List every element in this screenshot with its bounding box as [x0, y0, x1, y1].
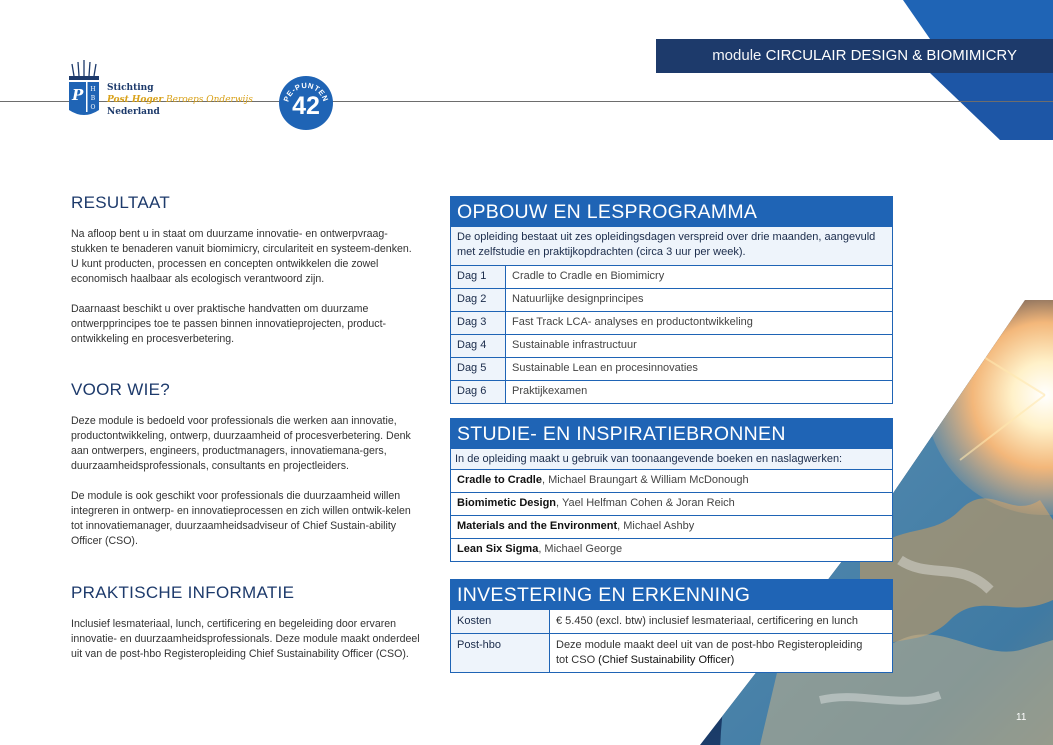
logo-hbo: H B O — [90, 86, 96, 111]
badge-value: 42 — [292, 92, 320, 120]
book-authors: , Michael Ashby — [617, 520, 695, 532]
day-topic: Sustainable Lean en procesinnovaties — [512, 362, 698, 374]
module-title-bar — [656, 39, 1053, 73]
studie-intro: In de opleiding maakt u gebruik van toonaangevende boeken en naslagwerken: — [451, 448, 892, 469]
table-row — [451, 265, 892, 288]
voorwie-paragraph-1: Deze module is bedoeld voor professionals die werken aan innovatie, productontwikkeling, ontwerp, duurzaamheid of procesverbetering. Denk aan ontwerpers, engineers, productmanagers, innovatiemana-gers, duurzaamheidsprofessionals, consultants en projectleiders. — [71, 415, 411, 472]
book-authors: , Michael George — [538, 543, 623, 555]
module-prefix: module — [712, 47, 762, 64]
list-item — [451, 515, 892, 538]
table-row — [451, 357, 892, 380]
table-row — [451, 380, 892, 403]
list-item — [451, 492, 892, 515]
day-label: Dag 3 — [451, 312, 506, 334]
table-row — [451, 311, 892, 334]
investering-title: INVESTERING EN ERKENNING — [451, 580, 892, 609]
table-row — [451, 633, 892, 672]
list-item — [451, 538, 892, 561]
praktisch-heading: PRAKTISCHE INFORMATIE — [71, 583, 295, 602]
resultaat-paragraph-1: Na afloop bent u in staat om duurzame innovatie- en ontwerpvraag-stukken te benaderen vanuit biomimicry, circulariteit en systeem-denken. U kunt producten, processen en concepten ontwikkelen die zowel economisch haalbaar als ecologisch verantwoord zijn. — [71, 228, 412, 285]
book-authors: , Yael Helfman Cohen & Joran Reich — [556, 497, 735, 509]
logo-line-2b: Beroeps Onderwijs — [166, 95, 253, 105]
table-row — [451, 334, 892, 357]
day-topic: Sustainable infrastructuur — [512, 339, 637, 351]
day-label: Dag 4 — [451, 335, 506, 357]
logo-initial: P — [72, 86, 84, 104]
day-topic: Cradle to Cradle en Biomimicry — [512, 270, 665, 282]
studie-table — [450, 418, 893, 562]
day-label: Dag 1 — [451, 266, 506, 288]
kosten-value: € 5.450 (excl. btw) inclusief lesmateriaal, certificering en lunch — [556, 615, 859, 627]
opbouw-table — [450, 196, 893, 404]
investering-table — [450, 579, 893, 673]
voorwie-paragraph-2: De module is ook geschikt voor professionals die duurzaamheid willen integreren in ontwerp- en innovatieprocessen en zich willen ontwik-kelen tot innovatiemanager, duurzaamheidsadviseur of Chief Sustain-ability Officer (CSO). — [71, 490, 411, 547]
posthbo-value-suffix: (Chief Sustainability Officer) — [595, 654, 735, 666]
day-label: Dag 2 — [451, 289, 506, 311]
badge-label: PE-PUNTEN — [281, 80, 331, 103]
table-row — [451, 288, 892, 311]
list-item — [451, 469, 892, 492]
module-title: CIRCULAIR DESIGN & BIOMIMICRY — [765, 47, 1017, 64]
opbouw-title: OPBOUW EN LESPROGRAMMA — [451, 197, 892, 226]
logo-line-3: Nederland — [107, 107, 160, 117]
logo-text — [107, 82, 253, 118]
book-title: Cradle to Cradle — [457, 474, 542, 486]
voorwie-heading: VOOR WIE? — [71, 380, 171, 399]
posthbo-label: Post-hbo — [451, 634, 550, 672]
posthbo-value: Deze module maakt deel uit van de post-hbo Registeropleiding tot CSO — [556, 639, 863, 666]
posthbo-cell — [550, 634, 882, 672]
resultaat-heading: RESULTAAT — [71, 193, 171, 212]
table-row — [451, 609, 892, 633]
book-title: Materials and the Environment — [457, 520, 618, 532]
day-label: Dag 5 — [451, 358, 506, 380]
book-title: Biomimetic Design — [457, 497, 557, 509]
day-label: Dag 6 — [451, 381, 506, 403]
opbouw-intro: De opleiding bestaat uit zes opleidingsdagen verspreid over drie maanden, aangevuld met zelfstudie en praktijkopdrachten (circa 3 uur per week). — [451, 226, 892, 265]
logo-line-1: Stichting — [107, 83, 154, 93]
page-number: 11 — [1016, 712, 1027, 723]
day-topic: Praktijkexamen — [512, 385, 588, 397]
praktisch-paragraph: Inclusief lesmateriaal, lunch, certificering en begeleiding door ervaren innovatie- en duurzaamheidsprofessionals. Deze module maakt onderdeel uit van de post-hbo Registeropleiding Chief Sustainability Officer (CSO). — [71, 618, 420, 660]
day-topic: Fast Track LCA- analyses en productontwikkeling — [512, 316, 753, 328]
resultaat-paragraph-2: Daarnaast beschikt u over praktische handvatten om duurzame ontwerpprincipes toe te passen binnen innovatieprojecten, product-ontwikkeling en procesverbetering. — [71, 303, 387, 345]
kosten-label: Kosten — [451, 610, 550, 633]
studie-title: STUDIE- EN INSPIRATIEBRONNEN — [451, 419, 892, 448]
book-authors: , Michael Braungart & William McDonough — [541, 474, 749, 486]
logo-line-2a: Post Hoger — [107, 95, 164, 105]
day-topic: Natuurlijke designprincipes — [512, 293, 644, 305]
book-title: Lean Six Sigma — [457, 543, 539, 555]
